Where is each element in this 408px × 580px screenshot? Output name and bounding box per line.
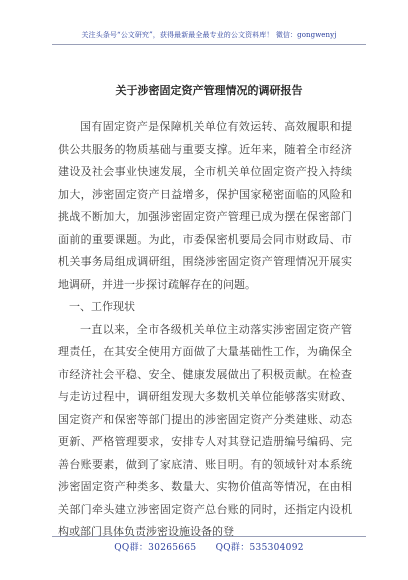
header-promo-text: 关注头条号“公文研究”，获得最新最全最专业的公文资料库！ 微信：gongwenyj <box>81 31 337 39</box>
document-title: 关于涉密固定资产管理情况的调研报告 <box>115 84 303 97</box>
qq-group-1: QQ群：30265665 <box>114 543 197 553</box>
document-body <box>58 116 352 544</box>
footer-divider <box>52 536 366 537</box>
section-heading: 一、工作现状 <box>69 300 135 313</box>
footer-qq-groups <box>52 540 366 553</box>
body-paragraph: 一直以来，全市各级机关单位主动落实涉密固定资产管理责任，在其安全使用方面做了大量基础性工作，为确保全市经济社会平稳、安全、健康发展做出了积极贡献。在检查与走访过程中，调研组发现大多数机关单位能够落实财政、国定资产和保密等部门提出的涉密固定资产分类建账、动态更新、严格管理要求，安排专人对其登记造册编号编码、完善台账要素，做到了家底清、账目明。有的领域针对本系统涉密固定资产种类多、数量大、实物价值高等情况，在由相关部门牵头建立涉密固定资产总台账的同时，还指定内设机构或部门具体负责涉密设施设备的登 <box>58 322 352 538</box>
header-divider <box>52 44 366 45</box>
intro-paragraph: 国有固定资产是保障机关单位有效运转、高效履职和提供公共服务的物质基础与重要支撑。近年来，随着全市经济建设及社会事业快速发展，全市机关单位固定资产投入持续加大，涉密固定资产日益增多，保护国家秘密面临的风险和挑战不断加大，加强涉密固定资产管理已成为摆在保密部门面前的重要课题。为此，市委保密机要局会同市财政局、市机关事务局组成调研组，围绕涉密固定资产管理情况开展实地调研，并进一步探讨疏解存在的问题。 <box>58 120 352 291</box>
qq-group-2: QQ群：535304092 <box>215 543 304 553</box>
